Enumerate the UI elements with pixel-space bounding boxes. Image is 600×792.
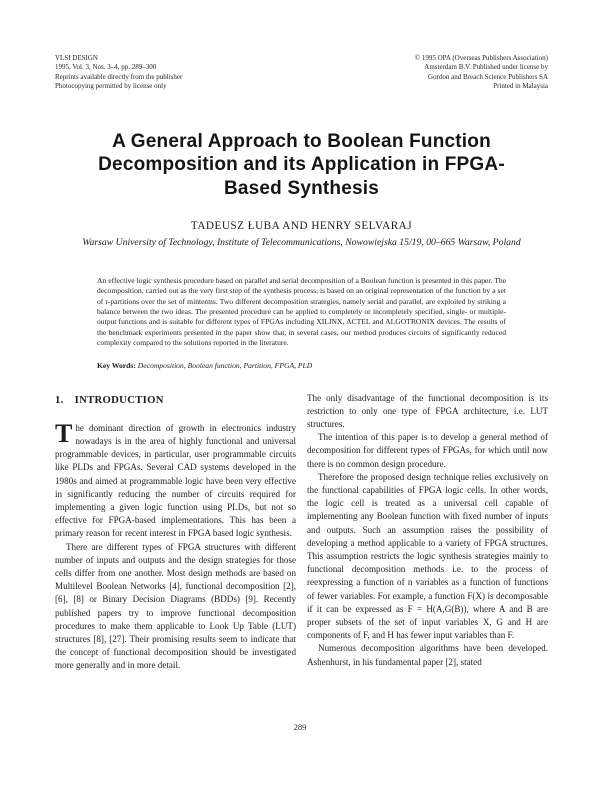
- section-number: 1.: [55, 393, 64, 406]
- keywords-line: [97, 361, 506, 371]
- right-paragraph-1: The only disadvantage of the functional decomposition is its restriction to only one type of FPGA architecture, i.e. LUT structures.: [307, 392, 548, 429]
- page-number: 289: [293, 722, 307, 732]
- right-paragraph-2: The intention of this paper is to develop a general method of decomposition for different types of FPGAs, for which until now there is no common design procedure.: [307, 432, 548, 469]
- journal-header: [55, 54, 548, 92]
- paper-title-line: Based Synthesis: [223, 177, 380, 199]
- authors-line: TADEUSZ ŁUBA AND HENRY SELVARAJ: [190, 220, 413, 233]
- journal-imprint-left: [55, 54, 182, 92]
- abstract-text: An effective logic synthesis procedure based on parallel and serial decomposition of a Boolean function is presented in this paper. The decomposition, carried out as the very first step of the synthesis process, is based on an original representation of the function by a set of r-partitions over the set of minterms. Two different decomposition strategies, namely serial and parallel, are exploited by striking a balance between the two ideas. The presented procedure can be applied to completely or incompletely specified, single- or multiple-output functions and is suitable for different types of FPGAs including XILINX, ACTEL and ALGOTRONIX devices. The results of the benchmark experiments presented in the paper show that, in several cases, our method produces circuits of significantly reduced complexity compared to the solutions reported in the literature.: [97, 276, 506, 347]
- reprints-notice: Reprints available directly from the publisher: [55, 72, 183, 81]
- paper-title-line: A General Approach to Boolean Function: [112, 130, 491, 152]
- intro-paragraph-1-text: he dominant direction of growth in electronics industry nowadays is in the area of highly functional and universal programmable devices, in particular, user programmable circuits like PLDs and FPGAs. Several CAD systems developed in the 1980s and aimed at programmable logic have been very effective in significantly reducing the number of circuits required for implementing a given logic function using PLDs, but not so effective for FPGA-based implementations. This has been a primary reason for recent interest in FPGA based logic synthesis.: [55, 422, 296, 539]
- paper-title: [55, 130, 548, 201]
- keywords-label: Key Words:: [97, 361, 136, 371]
- paper-title-line: Decomposition and its Application in FPGA-: [98, 154, 505, 176]
- affiliation-line: Warsaw University of Technology, Institute of Telecommunications, Nowowiejska 15/19, 00–665 Warsaw, Poland: [82, 237, 521, 249]
- intro-paragraph-1: [55, 418, 296, 541]
- photocopying-notice: Photocopying permitted by license only: [55, 82, 167, 91]
- printed-line: Printed in Malaysia: [493, 82, 548, 91]
- right-column: [307, 392, 548, 673]
- journal-issue-info: 1995, Vol. 3, Nos. 3–4, pp. 289–300: [55, 63, 157, 72]
- publisher-line: Gordon and Breach Science Publishers SA: [428, 72, 548, 81]
- drop-cap: T: [55, 418, 73, 448]
- right-paragraph-3: Therefore the proposed design technique relies exclusively on the functional capabilities of FPGA logic cells. In other words, the logic cell is treated as a universal cell capable of implementing any Boolean function with fixed number of inputs and outputs. Such an assumption raises the possibility of developing a method applicable to a variety of FPGA structures. This assumption restricts the logic synthesis strategies mainly to functional decomposition methods i.e. to the process of reexpressing a function of n variables as a function of functions of fewer variables. For example, a function F(X) is decomposable if it can be expressed as F = H(A,G(B)), where A and B are proper subsets of the set of input variables X, G and H are components of F, and H has fewer input variables than F.: [307, 471, 548, 641]
- keywords-text: Decomposition, Boolean function, Partition, FPGA, PLD: [137, 361, 313, 371]
- copyright-line: © 1995 OPA (Overseas Publishers Association): [414, 54, 548, 62]
- license-line: Amsterdam B.V. Published under license by: [424, 63, 548, 72]
- right-paragraph-4: Numerous decomposition algorithms have been developed. Ashenhurst, in his fundamental paper [2], stated: [307, 643, 548, 667]
- two-column-body: [55, 392, 548, 673]
- journal-name: VLSI DESIGN: [55, 54, 98, 62]
- section-heading-introduction: [55, 394, 296, 407]
- journal-imprint-right: [415, 54, 548, 92]
- left-column: [55, 392, 296, 673]
- intro-paragraph-2: There are different types of FPGA structures with different number of inputs and outputs and the design strategies for those cells differ from one another. Most design methods are based on Multilevel Boolean Networks [4], functional decomposition [2], [6], [8] or Binary Decision Diagrams (BDDs) [9]. Recently published papers try to improve functional decomposition procedures to make them applicable to Look Up Table (LUT) structures [8], [27]. Their promising results seem to indicate that the concept of functional decomposition should be investigated more generally and in more detail.: [55, 541, 296, 671]
- section-title: INTRODUCTION: [74, 393, 164, 406]
